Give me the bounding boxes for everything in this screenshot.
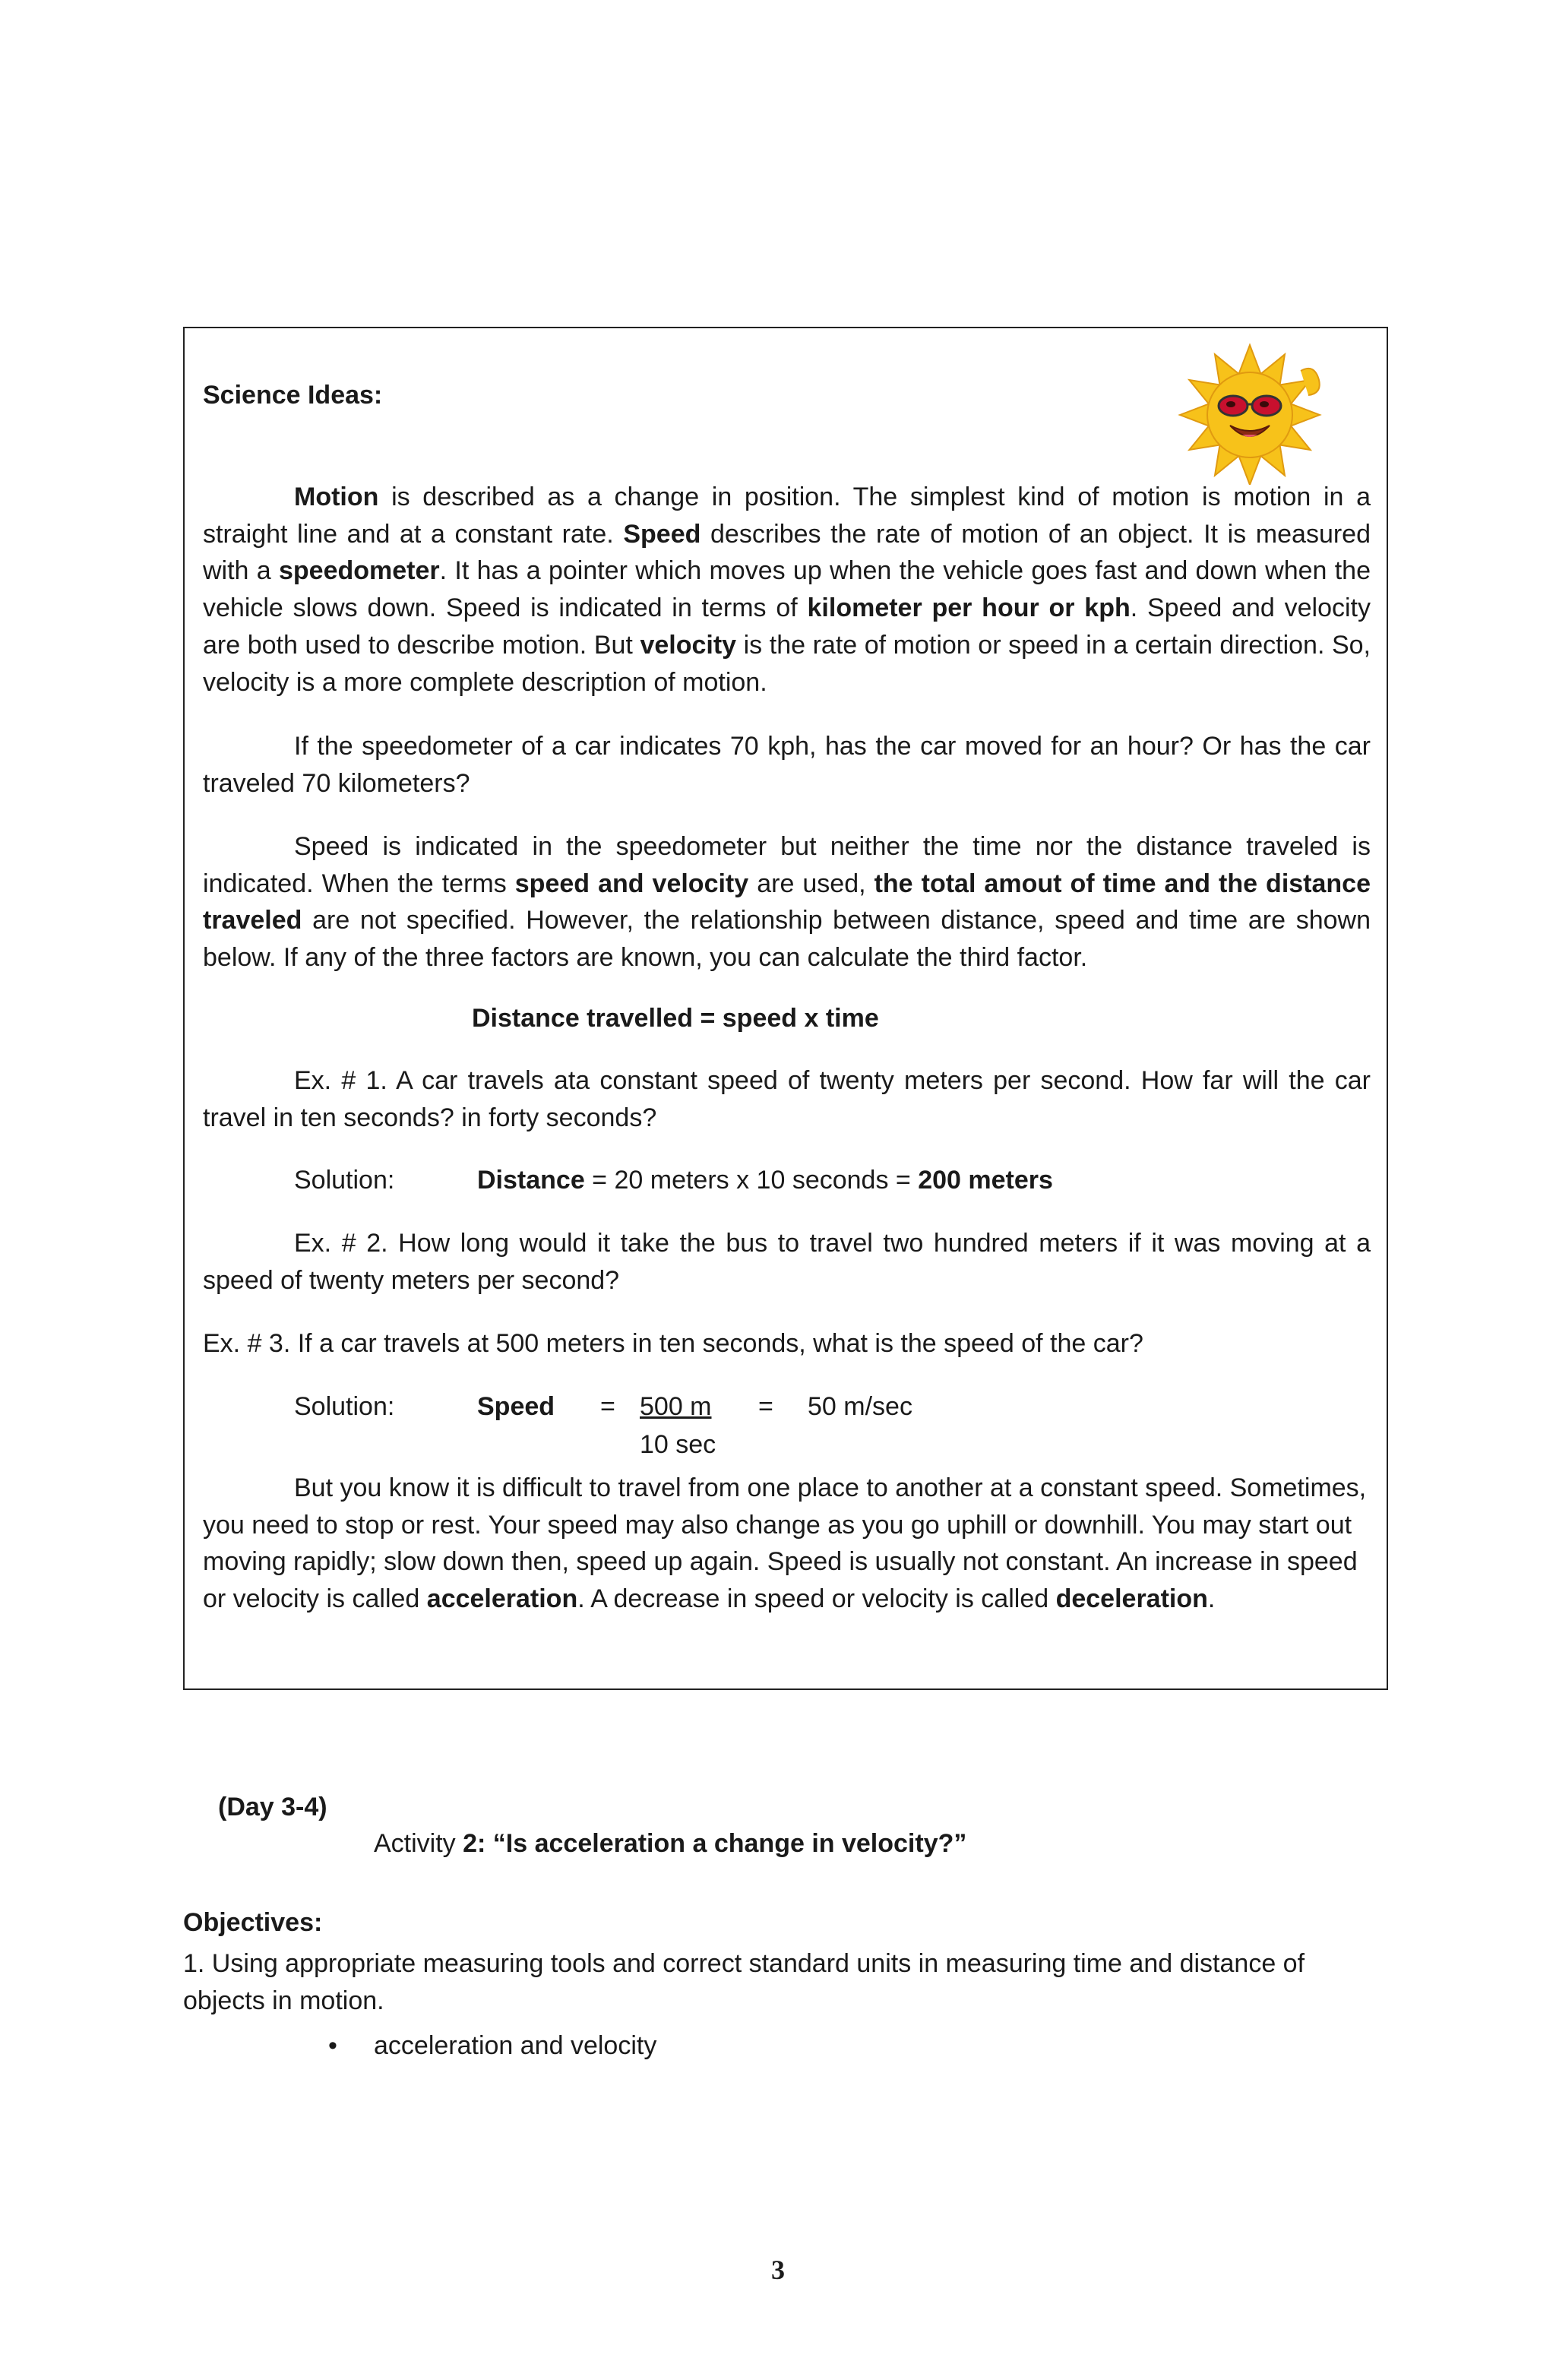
solution-3-result: 50 m/sec	[808, 1392, 912, 1421]
solution-3-numerator: 500 m	[640, 1392, 712, 1421]
objective-bullet: acceleration and velocity	[374, 2031, 657, 2060]
distance-formula: Distance travelled = speed x time	[472, 1004, 879, 1033]
example-2: Ex. # 2. How long would it take the bus to travel two hundred meters if it was moving at a speed of twenty meters per second?	[203, 1229, 1371, 1295]
solution-1-expression: Distance = 20 meters x 10 seconds = 200 meters	[477, 1166, 1053, 1195]
example-1: Ex. # 1. A car travels ata constant speed of twenty meters per second. How far will the car travel in ten seconds? in forty seconds?	[203, 1066, 1371, 1132]
solution-3-denominator: 10 sec	[640, 1430, 716, 1459]
day-label: (Day 3-4)	[218, 1793, 327, 1821]
speed-velocity-paragraph: Speed is indicated in the speedometer but neither the time nor the distance traveled is indicated. When the terms speed and velocity are used, the total amout of time and the distance traveled are not specified. However, the relationship between distance, speed and time are shown below. If any of the three factors are known, you can calculate the third factor.	[203, 832, 1371, 973]
speedometer-question: If the speedometer of a car indicates 70 kph, has the car moved for an hour? Or has the car traveled 70 kilometers?	[203, 732, 1371, 798]
science-ideas-heading: Science Ideas:	[203, 381, 383, 410]
motion-paragraph: Motion is described as a change in position. The simplest kind of motion is motion in a straight line and at a constant rate. Speed describes the rate of motion of an object. It is measured with a speedometer. It has a pointer which moves up when the vehicle goes fast and down when the vehicle slows down. Speed is indicated in terms of kilometer per hour or kph. Speed and velocity are both used to describe motion. But velocity is the rate of motion or speed in a certain direction. So, velocity is a more complete description of motion.	[203, 483, 1371, 697]
objectives-heading: Objectives:	[183, 1908, 323, 1937]
solution-3-equals-2: =	[758, 1392, 773, 1421]
solution-3-term: Speed	[477, 1392, 555, 1421]
acceleration-paragraph: But you know it is difficult to travel from one place to another at a constant speed. Sometimes, you need to stop or rest. Your speed may also change as you go uphill or downhill. You may start out moving rapidly; slow down then, speed up again. Speed is usually not constant. An increase in speed or velocity is called acceleration. A decrease in speed or velocity is called deceleration.	[203, 1473, 1367, 1614]
example-3: Ex. # 3. If a car travels at 500 meters in ten seconds, what is the speed of the car?	[203, 1329, 1143, 1358]
solution-1-label: Solution:	[294, 1166, 395, 1195]
solution-3-equals-1: =	[600, 1392, 615, 1421]
solution-3-label: Solution:	[294, 1392, 395, 1421]
activity-title: Activity 2: “Is acceleration a change in velocity?”	[374, 1829, 967, 1858]
sun-with-sunglasses-icon	[1170, 340, 1330, 485]
objective-1: 1. Using appropriate measuring tools and correct standard units in measuring time and distance of objects in motion.	[183, 1949, 1305, 2015]
bullet-icon: •	[328, 2031, 337, 2060]
page-number: 3	[771, 2255, 785, 2285]
